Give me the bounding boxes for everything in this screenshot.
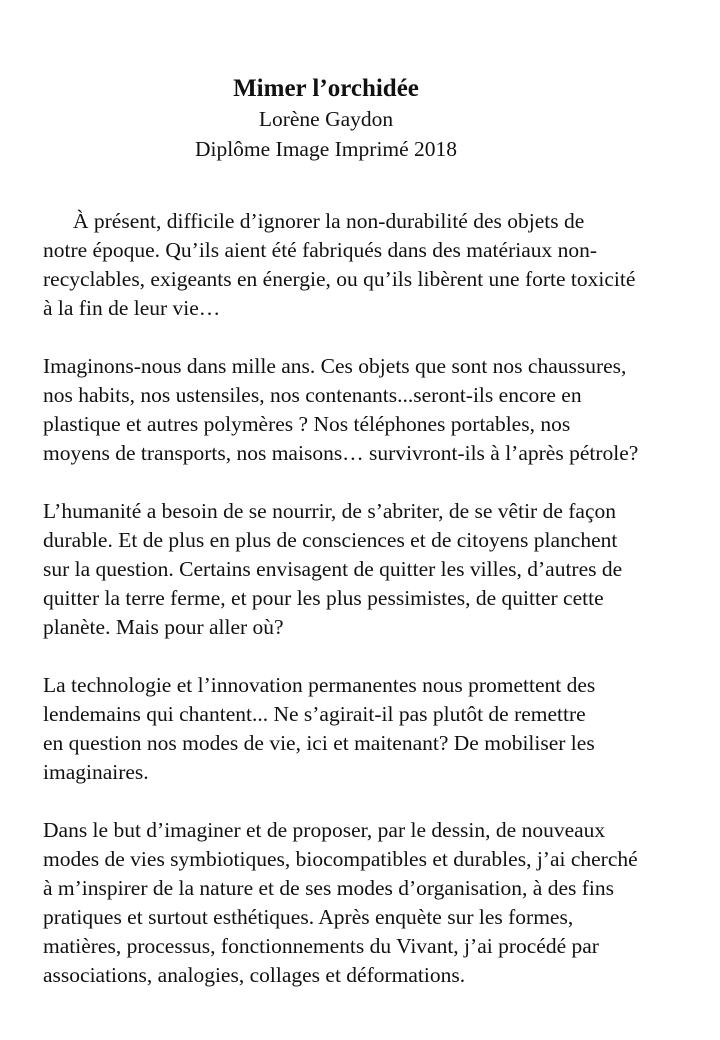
paragraph-2: Imaginons-nous dans mille ans. Ces objets que sont nos chaussures, nos habits, nos ustensiles, nos contenants...seront-ils encore en plastique et autres polymères ? Nos téléphones portables, nos moyens de transports, nos maisons… survivront-ils à l’après pétrole? xyxy=(43,354,639,465)
paragraph-5: Dans le but d’imaginer et de proposer, par le dessin, de nouveaux modes de vies symbiotiques, biocompatibles et durables, j’ai cherché à m’inspirer de la nature et de ses modes d’organisation, à des fins pratiques et surtout esthétiques. Après enquète sur les formes, matières, processus, fonctionnements du Vivant, j’ai procédé par associations, analogies, collages et déformations. xyxy=(43,818,638,987)
author-name: Lorène Gaydon xyxy=(258,107,394,131)
paragraph-3: L’humanité a besoin de se nourrir, de s’abriter, de se vêtir de façon durable. Et de plus en plus de consciences et de citoyens planchent sur la question. Certains envisagent de quitter les villes, d’autres de quitter la terre ferme, et pour les plus pessimistes, de quitter cette planète. Mais pour aller où? xyxy=(43,499,623,639)
document-subtitle: Diplôme Image Imprimé 2018 xyxy=(194,137,458,161)
document-title: Mimer l’orchidée xyxy=(233,75,419,102)
document-header xyxy=(0,74,652,164)
document-body xyxy=(43,207,683,1019)
paragraph-4: La technologie et l’innovation permanentes nous promettent des lendemains qui chantent... Ne s’agirait-il pas plutôt de remettre en question nos modes de vie, ici et maitenant? De mobiliser les imaginaires. xyxy=(43,673,596,784)
paragraph-1: À présent, difficile d’ignorer la non-durabilité des objets de notre époque. Qu’ils aient été fabriqués dans des matériaux non- recyclables, exigeants en énergie, ou qu’ils libèrent une forte toxicité à la fin de leur vie… xyxy=(43,209,636,320)
